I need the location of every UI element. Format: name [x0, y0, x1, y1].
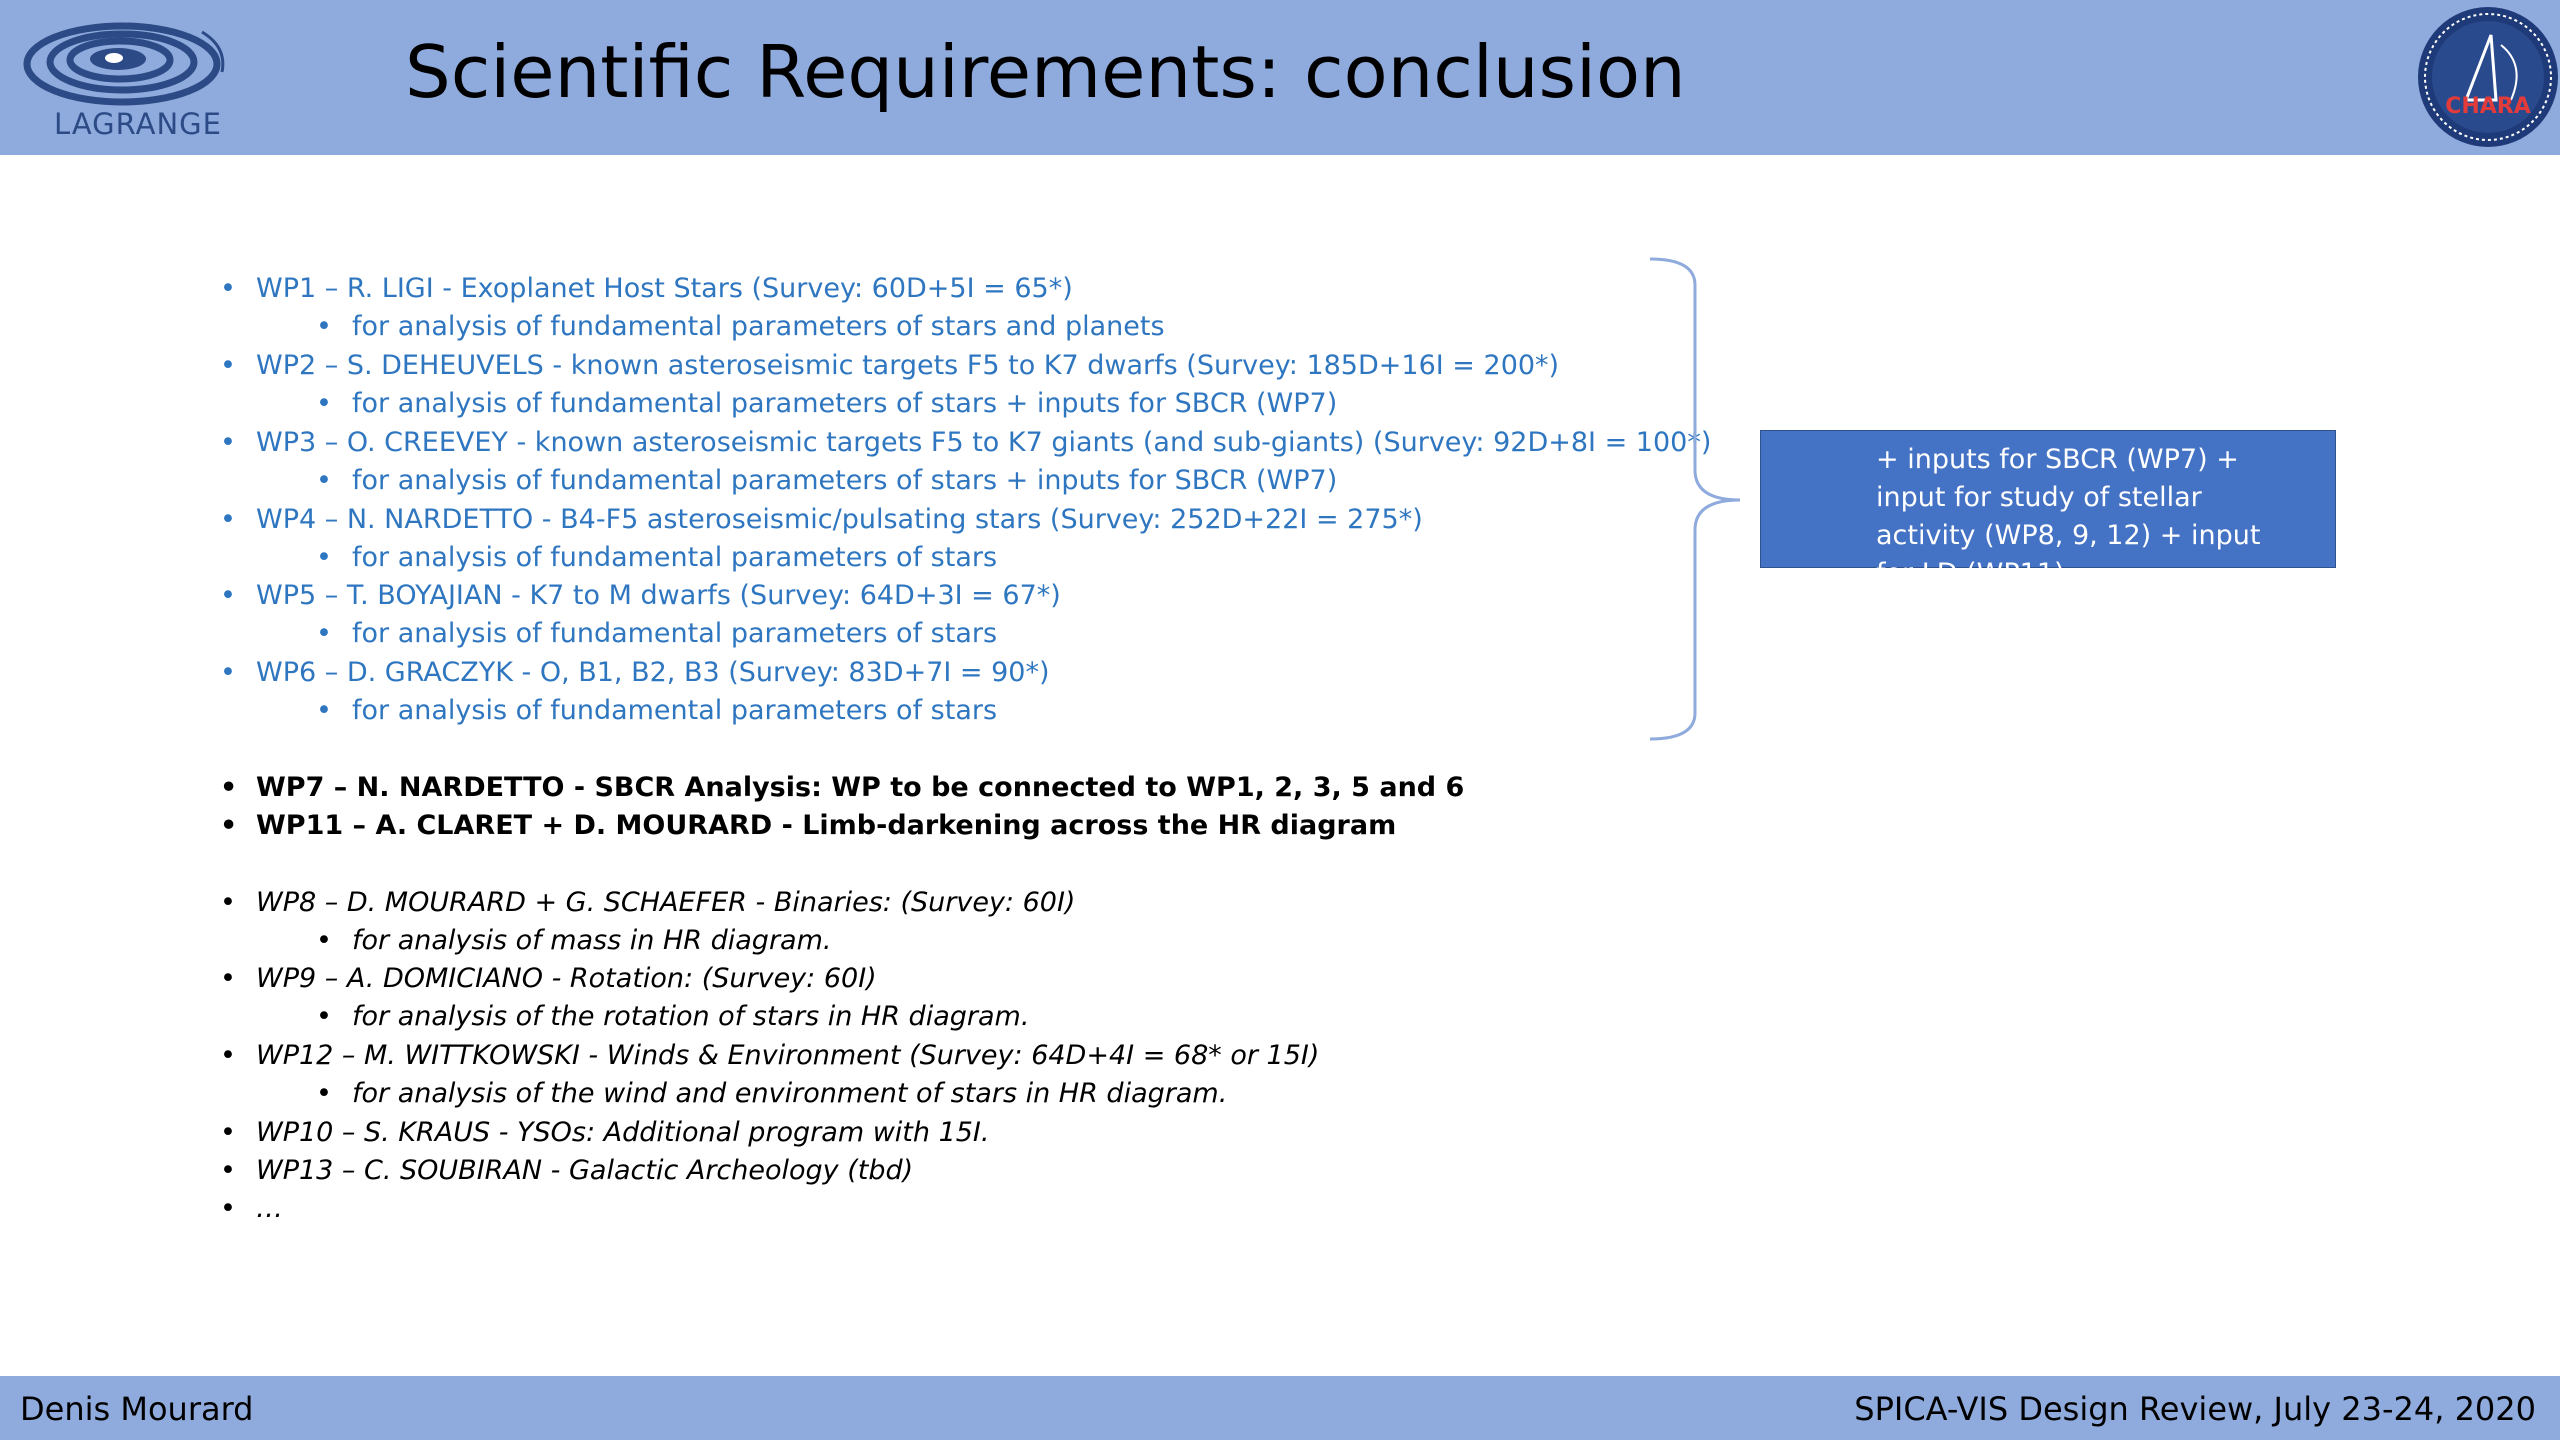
slide-title: Scientific Requirements: conclusion [405, 30, 1686, 114]
wp13-text: WP13 – C. SOUBIRAN - Galactic Archeology (tbd) [256, 1155, 914, 1186]
wp9-text: WP9 – A. DOMICIANO - Rotation: (Survey: 60I) [256, 963, 877, 994]
bullet: • [316, 695, 332, 726]
callout-text: + inputs for SBCR (WP7) + input for study of stellar activity (WP8, 9, 12) + input for LD (WP11) [1876, 444, 2261, 589]
bullet: • [220, 772, 238, 803]
footer-event: SPICA-VIS Design Review, July 23-24, 2020 [1854, 1390, 2536, 1428]
wp12-text: WP12 – M. WITTKOWSKI - Winds & Environment (Survey: 64D+4I = 68* or 15I) [256, 1040, 1320, 1071]
bullet: • [220, 810, 238, 841]
bullet: • [220, 427, 236, 458]
lagrange-logo-text: LAGRANGE [54, 107, 222, 141]
wp3-sub: for analysis of fundamental parameters of stars + inputs for SBCR (WP7) [352, 465, 1338, 496]
bullet: • [316, 465, 332, 496]
bullet: • [220, 887, 236, 918]
wp5-sub: for analysis of fundamental parameters of stars [352, 618, 998, 649]
wp2-sub: for analysis of fundamental parameters of stars + inputs for SBCR (WP7) [352, 388, 1338, 419]
wp2-text: WP2 – S. DEHEUVELS - known asteroseismic targets F5 to K7 dwarfs (Survey: 185D+16I = 200*) [256, 350, 1560, 381]
wp10-text: WP10 – S. KRAUS - YSOs: Additional program with 15I. [256, 1117, 990, 1148]
wp7-text: WP7 – N. NARDETTO - SBCR Analysis: WP to be connected to WP1, 2, 3, 5 and 6 [256, 772, 1465, 803]
wp8-sub: for analysis of mass in HR diagram. [352, 925, 832, 956]
wp6-text: WP6 – D. GRACZYK - O, B1, B2, B3 (Survey: 83D+7I = 90*) [256, 657, 1050, 688]
wp1-text: WP1 – R. LIGI - Exoplanet Host Stars (Survey: 60D+5I = 65*) [256, 273, 1073, 304]
bullet: • [220, 273, 236, 304]
callout-box [1760, 430, 2336, 589]
wp11-text: WP11 – A. CLARET + D. MOURARD - Limb-darkening across the HR diagram [256, 810, 1397, 841]
bullet: • [316, 311, 332, 342]
wp3-text: WP3 – O. CREEVEY - known asteroseismic targets F5 to K7 giants (and sub-giants) (Survey: 92D+8I = 100*) [256, 427, 1712, 458]
bullet: • [220, 1193, 236, 1224]
wp12-sub: for analysis of the wind and environment of stars in HR diagram. [352, 1078, 1228, 1109]
bullet: • [220, 350, 236, 381]
wp4-text: WP4 – N. NARDETTO - B4-F5 asteroseismic/pulsating stars (Survey: 252D+22I = 275*) [256, 504, 1423, 535]
bullet: • [220, 580, 236, 611]
bullet: • [220, 1117, 236, 1148]
wp6-sub: for analysis of fundamental parameters of stars [352, 695, 998, 726]
bullet: • [220, 1040, 236, 1071]
ellipsis-text: … [256, 1193, 283, 1224]
wp5-text: WP5 – T. BOYAJIAN - K7 to M dwarfs (Survey: 64D+3I = 67*) [256, 580, 1061, 611]
bullet: • [220, 963, 236, 994]
bullet: • [220, 1155, 236, 1186]
bullet: • [316, 618, 332, 649]
bullet: • [316, 542, 332, 573]
bullet: • [316, 925, 332, 956]
footer-band [0, 1376, 2560, 1440]
bullet: • [316, 1001, 332, 1032]
bullet: • [220, 657, 236, 688]
chara-logo-text: CHARA [2445, 94, 2531, 119]
right-brace [1640, 255, 1760, 749]
wp1-sub: for analysis of fundamental parameters of stars and planets [352, 311, 1165, 342]
wp9-sub: for analysis of the rotation of stars in HR diagram. [352, 1001, 1030, 1032]
bullet: • [316, 1078, 332, 1109]
wp4-sub: for analysis of fundamental parameters of stars [352, 542, 998, 573]
bullet: • [220, 504, 236, 535]
footer-author: Denis Mourard [20, 1390, 254, 1428]
wp8-text: WP8 – D. MOURARD + G. SCHAEFER - Binaries: (Survey: 60I) [256, 887, 1076, 918]
bullet: • [316, 388, 332, 419]
